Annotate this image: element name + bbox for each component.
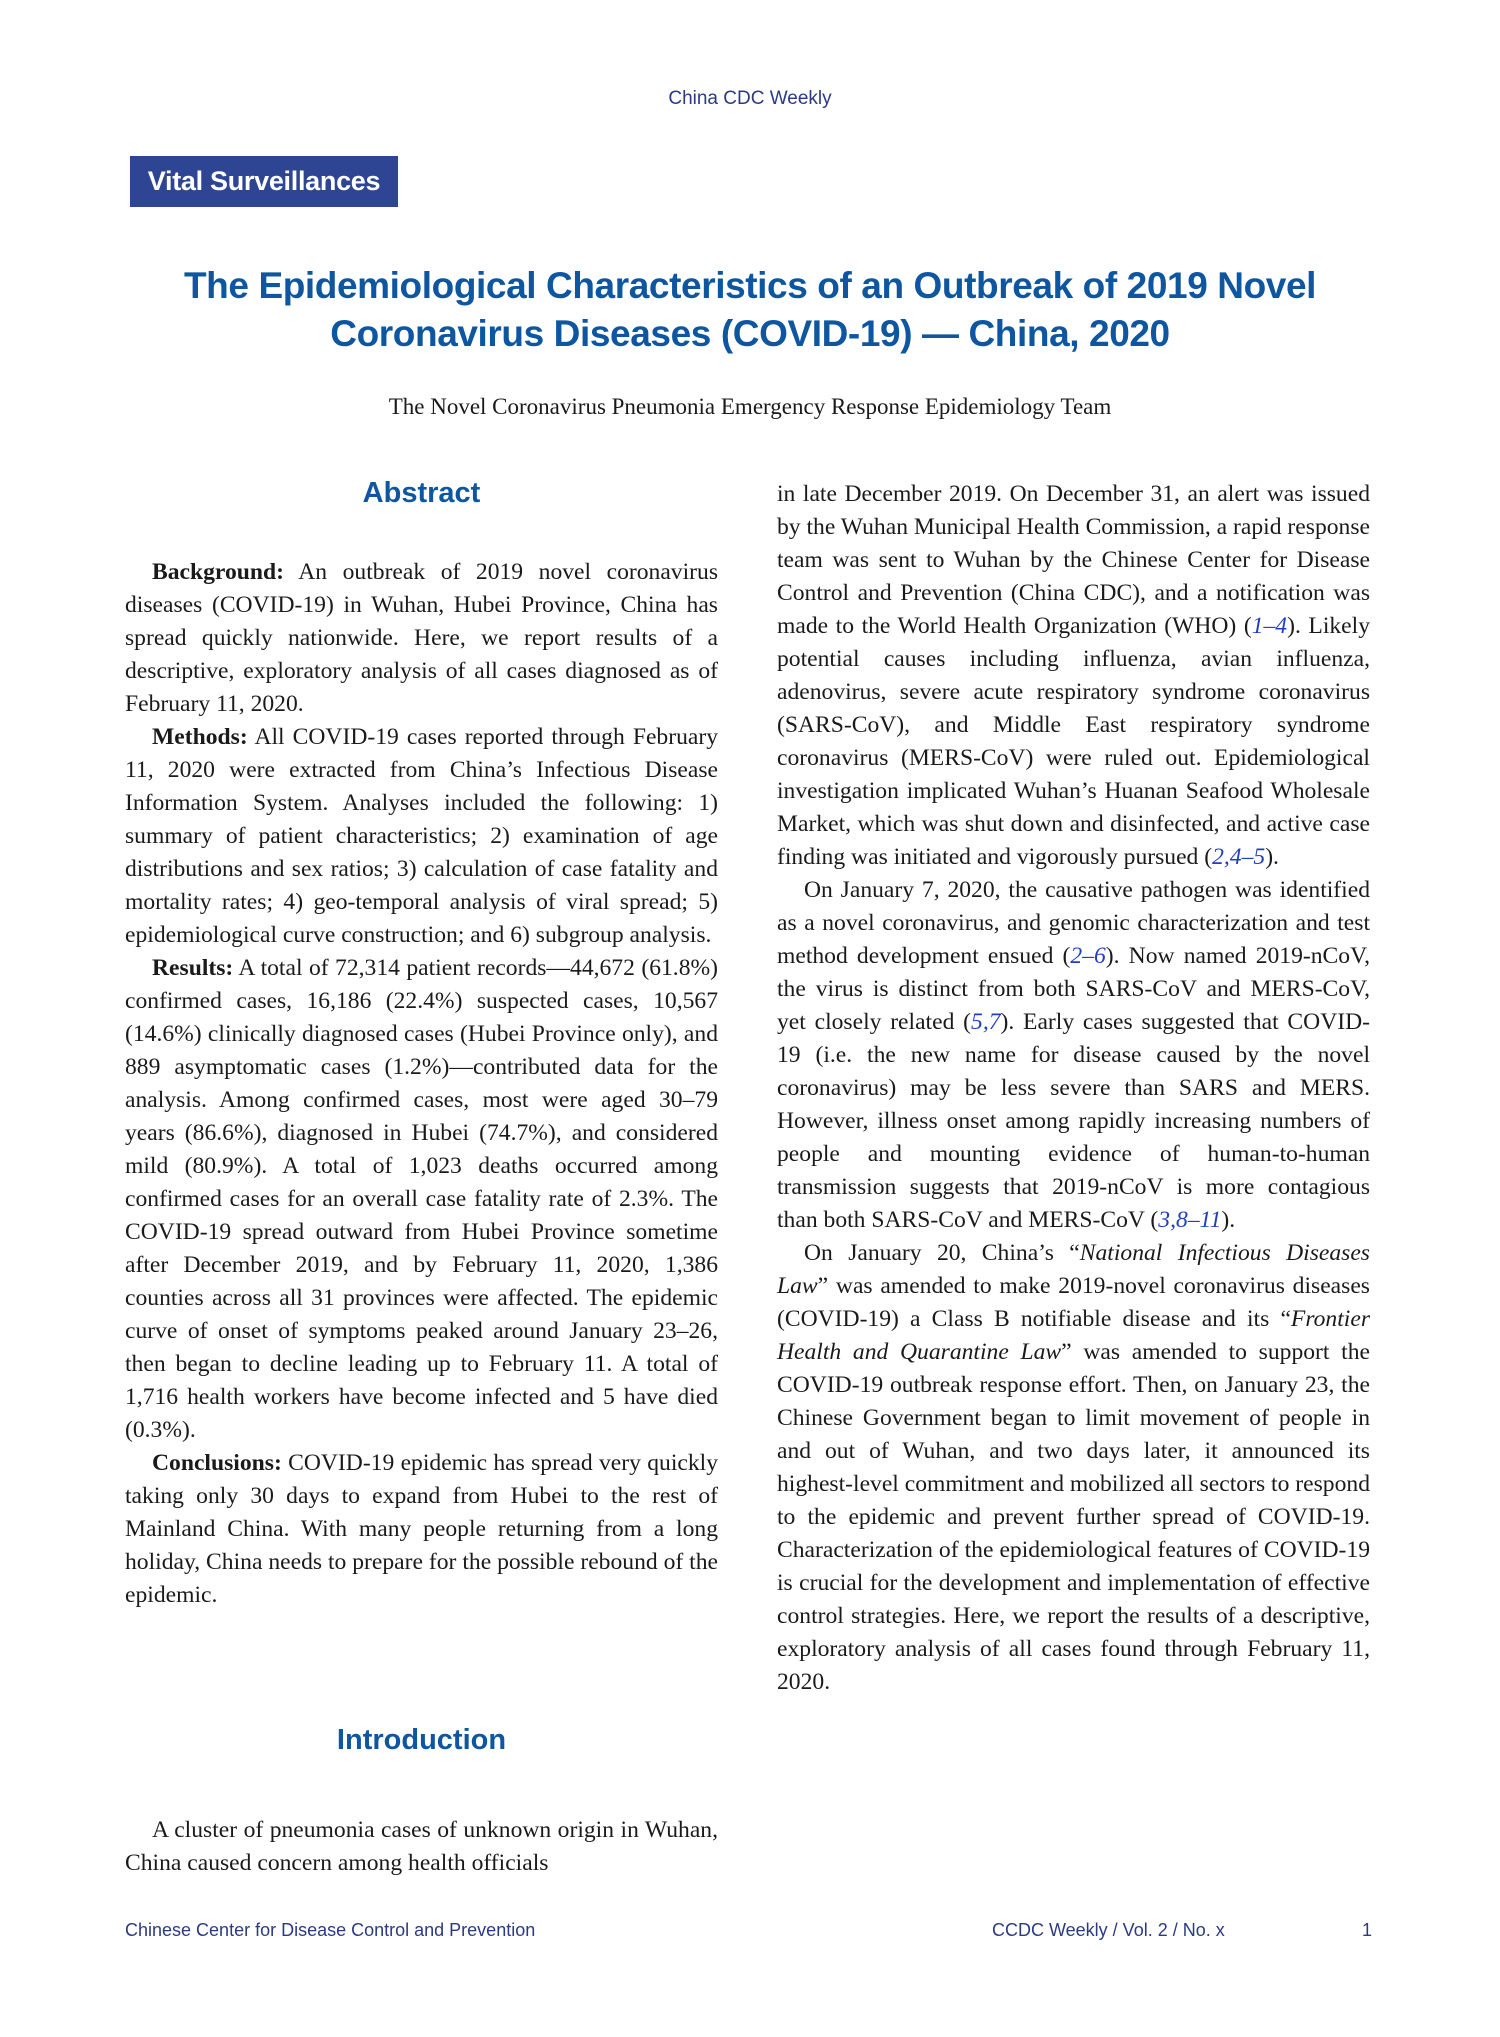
abstract-heading: Abstract — [362, 477, 481, 509]
intro-left-column — [125, 1814, 718, 1880]
abstract-conclusions — [125, 1447, 718, 1612]
author-line: The Novel Coronavirus Pneumonia Emergency Response Epidemiology Team — [388, 394, 1112, 419]
text-run: On January 20, China’s “ — [804, 1240, 1080, 1266]
law-title: Frontier Health and Quarantine Law — [777, 1306, 1370, 1365]
results-text: A total of 72,314 patient records—44,672 (61.8%) confirmed cases, 16,186 (22.4%) suspected cases, 10,567 (14.6%) clinically diagnosed cases (Hubei Province only), and 889 asymptomatic cases (1.2%)—contributed data for the analysis. Among confirmed cases, most were aged 30–79 years (86.6%), diagnosed in Hubei (74.7%), and considered mild (80.9%). A total of 1,023 deaths occurred among confirmed cases for an overall case fatality rate of 2.3%. The COVID-19 spread outward from Hubei Province sometime after December 2019, and by February 11, 2020, 1,386 counties across all 31 provinces were affected. The epidemic curve of onset of symptoms peaked around January 23–26, then began to decline leading up to February 11. A total of 1,716 health workers have become infected and 5 have died (0.3%). — [125, 955, 718, 1443]
reference-link[interactable]: 3,8–11 — [1158, 1207, 1222, 1233]
footer-publisher: Chinese Center for Disease Control and Prevention — [125, 1920, 536, 1940]
running-head: China CDC Weekly — [668, 88, 832, 109]
intro-paragraph-2 — [777, 874, 1370, 1237]
conclusions-text: COVID-19 epidemic has spread very quickly taking only 30 days to expand from Hubei to the rest of Mainland China. With many people returning from a long holiday, China needs to prepare for the possible rebound of the epidemic. — [125, 1450, 718, 1608]
background-label: Background: — [152, 559, 284, 585]
reference-link[interactable]: 2,4–5 — [1212, 844, 1266, 870]
background-text: An outbreak of 2019 novel coronavirus diseases (COVID-19) in Wuhan, Hubei Province, China has spread quickly nationwide. Here, we report results of a descriptive, exploratory analysis of all cases diagnosed as of February 11, 2020. — [125, 559, 718, 717]
text-run: ). Likely potential causes including influenza, avian influenza, adenovirus, severe acute respiratory syndrome coronavirus (SARS-CoV), and Middle East respiratory syndrome coronavirus (MERS-CoV) were ruled out. Epidemiological investigation implicated Wuhan’s Huanan Seafood Wholesale Market, which was shut down and disinfected, and active case finding was initiated and vigorously pursued ( — [777, 613, 1370, 870]
results-label: Results: — [152, 955, 234, 981]
text-run: ” was amended to support the COVID-19 outbreak response effort. Then, on January 23, the Chinese Government began to limit movement of people in and out of Wuhan, and two days later, it announced its highest-level commitment and mobilized all sectors to respond to the epidemic and prevent further spread of COVID-19. Characterization of the epidemiological features of COVID-19 is crucial for the development and implementation of effective control strategies. Here, we report the results of a descriptive, exploratory analysis of all cases found through February 11, 2020. — [777, 1339, 1370, 1695]
text-run: ). Early cases suggested that COVID-19 (i.e. the new name for disease caused by the novel coronavirus) may be less severe than SARS and MERS. However, illness onset among rapidly increasing numbers of people and mounting evidence of human-to-human transmission suggests that 2019-nCoV is more contagious than both SARS-CoV and MERS-CoV ( — [777, 1009, 1370, 1233]
article-title — [100, 262, 1400, 358]
text-run: ). — [1221, 1207, 1236, 1233]
text-run: ” was amended to make 2019-novel coronavirus diseases (COVID-19) a Class B notifiable disease and its “ — [777, 1273, 1370, 1332]
conclusions-label: Conclusions: — [152, 1450, 282, 1476]
text-run: ). — [1265, 844, 1279, 870]
intro-paragraph-1-start: A cluster of pneumonia cases of unknown origin in Wuhan, China caused concern among health officials — [125, 1817, 718, 1876]
abstract-background — [125, 556, 718, 721]
title-line-2: Coronavirus Diseases (COVID-19) — China, 2020 — [330, 313, 1170, 354]
law-title: National Infectious Diseases Law — [777, 1240, 1370, 1299]
methods-text: All COVID-19 cases reported through February 11, 2020 were extracted from China’s Infectious Disease Information System. Analyses included the following: 1) summary of patient characteristics; 2) examination of age distributions and sex ratios; 3) calculation of case fatality and mortality rates; 4) geo-temporal analysis of viral spread; 5) epidemiological curve construction; and 6) subgroup analysis. — [125, 724, 718, 948]
text-run: ). Now named 2019-nCoV, the virus is distinct from both SARS-CoV and MERS-CoV, yet closely related ( — [777, 943, 1370, 1035]
abstract-methods — [125, 721, 718, 952]
footer-journal-info: CCDC Weekly / Vol. 2 / No. x — [992, 1920, 1225, 1940]
text-run: in late December 2019. On December 31, an alert was issued by the Wuhan Municipal Health Commission, a rapid response team was sent to Wuhan by the Chinese Center for Disease Control and Prevention (China CDC), and a notification was made to the World Health Organization (WHO) ( — [777, 481, 1370, 639]
right-column — [777, 478, 1370, 1699]
methods-label: Methods: — [152, 724, 248, 750]
section-badge: Vital Surveillances — [130, 156, 398, 207]
intro-paragraph-1-cont — [777, 478, 1370, 874]
reference-link[interactable]: 5,7 — [971, 1009, 1001, 1035]
text-run: On January 7, 2020, the causative pathogen was identified as a novel coronavirus, and genomic characterization and test method development ensued ( — [777, 877, 1370, 969]
introduction-heading: Introduction — [336, 1724, 507, 1756]
reference-link[interactable]: 2–6 — [1070, 943, 1106, 969]
title-line-1: The Epidemiological Characteristics of an Outbreak of 2019 Novel — [183, 265, 1317, 306]
intro-paragraph-3 — [777, 1237, 1370, 1699]
footer-page-number: 1 — [1362, 1920, 1373, 1940]
abstract-results — [125, 952, 718, 1447]
reference-link[interactable]: 1–4 — [1251, 613, 1288, 639]
left-column — [125, 556, 718, 1612]
